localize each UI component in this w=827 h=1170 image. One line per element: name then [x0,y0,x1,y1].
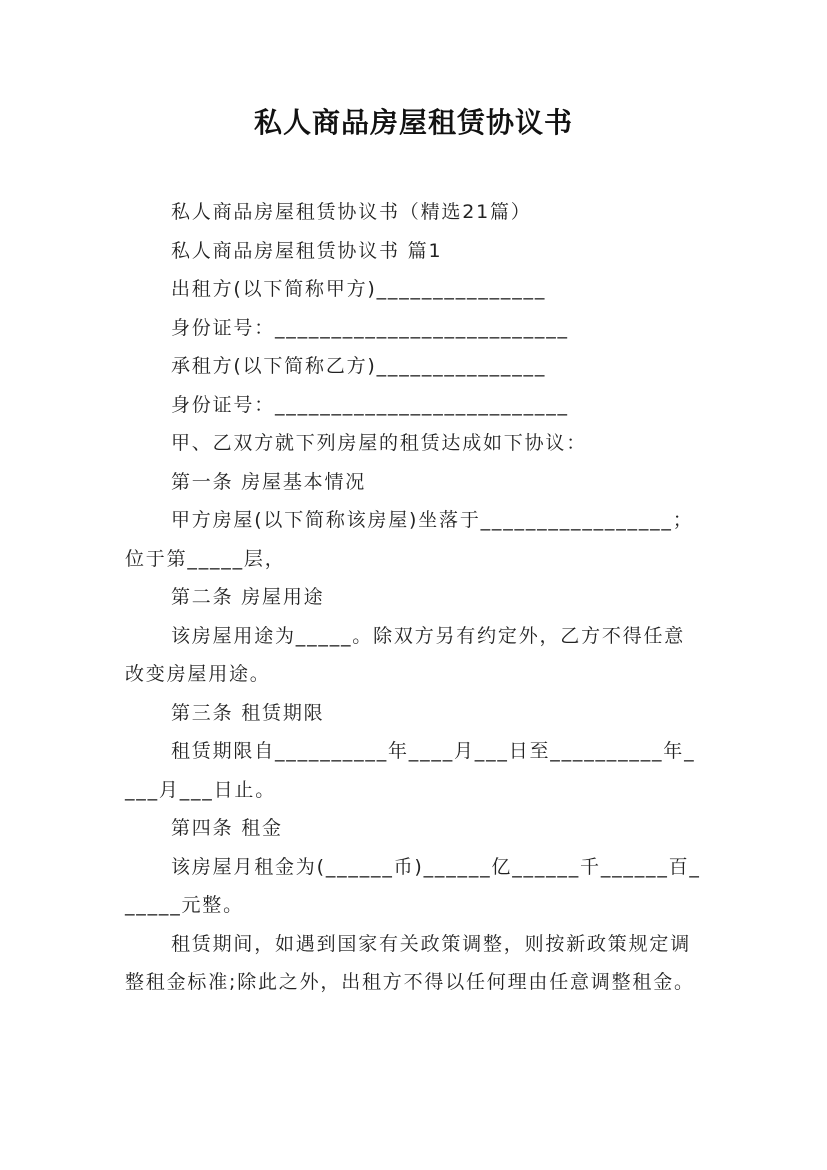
clause-2-body: 该房屋用途为_____。除双方另有约定外，乙方不得任意改变房屋用途。 [125,624,686,685]
clause-3-body: 租赁期限自__________年____月___日至__________年____月___日止。 [125,740,696,801]
paragraph-lessee-id: 身份证号：__________________________ [171,393,569,416]
clause-3-heading: 第三条 租赁期限 [171,701,325,724]
paragraph-article-heading: 私人商品房屋租赁协议书 篇1 [171,239,443,262]
document-body [125,193,705,1002]
clause-4-adjustment: 租赁期间，如遇到国家有关政策调整，则按新政策规定调整租金标准;除此之外，出租方不得以任何理由任意调整租金。 [125,932,695,993]
paragraph-lessor-id: 身份证号：__________________________ [171,316,569,339]
clause-1-body: 甲方房屋(以下简称该房屋)坐落于_________________；位于第_____层， [125,509,694,570]
clause-1-heading: 第一条 房屋基本情况 [171,470,367,493]
paragraph-subtitle: 私人商品房屋租赁协议书（精选21篇） [171,201,532,223]
clause-4-heading: 第四条 租金 [171,817,283,839]
document-title: 私人商品房屋租赁协议书 [253,106,573,139]
paragraph-lessee: 承租方(以下简称乙方)_______________ [171,355,547,377]
paragraph-lessor: 出租方(以下简称甲方)_______________ [171,278,547,300]
clause-4-body: 该房屋月租金为(______币)______亿______千______百______元整。 [125,855,701,916]
paragraph-agreement-intro: 甲、乙双方就下列房屋的租赁达成如下协议： [171,432,588,454]
clause-2-heading: 第二条 房屋用途 [171,586,325,608]
